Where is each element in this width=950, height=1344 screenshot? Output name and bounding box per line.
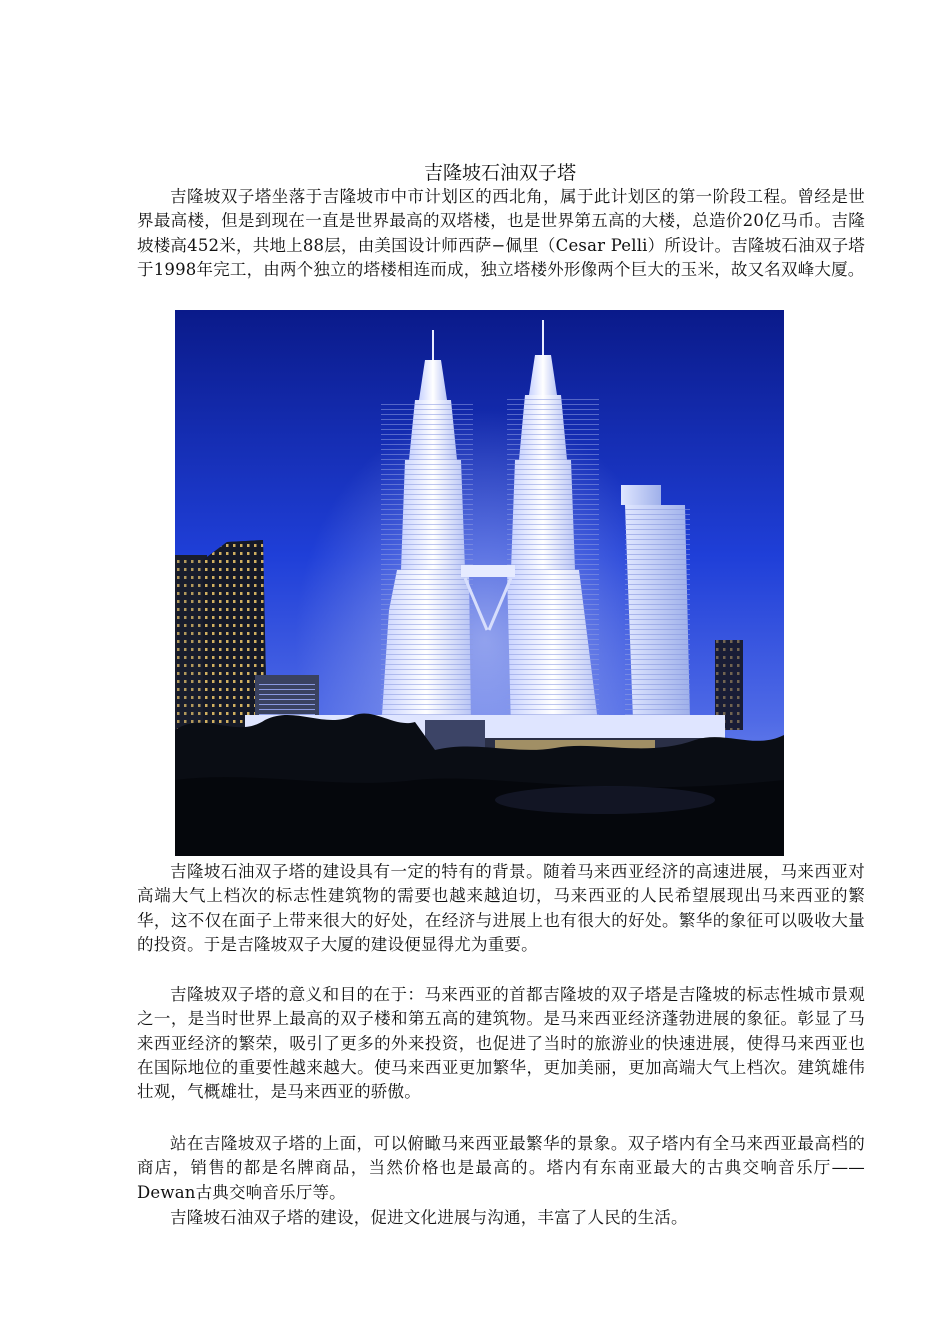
paragraph-view-and-shops: 站在吉隆坡双子塔的上面，可以俯瞰马来西亚最繁华的景象。双子塔内有全马来西亚最高档的商店，销售的都是名牌商品，当然价格也是最高的。塔内有东南亚最大的古典交响音乐厅——Dewan古典交响音乐厅等。 [137,1134,865,1202]
paragraph-conclusion: 吉隆坡石油双子塔的建设，促进文化进展与沟通，丰富了人民的生活。 [170,1208,688,1227]
paragraph-background: 吉隆坡石油双子塔的建设具有一定的特有的背景。随着马来西亚经济的高速进展，马来西亚对高端大气上档次的标志性建筑物的需要也越来越迫切，马来西亚的人民希望展现出马来西亚的繁华，这不仅在面子上带来很大的好处，在经济与进展上也有很大的好处。繁华的象征可以吸收大量的投资。于是吉隆坡双子大厦的建设便显得尤为重要。 [137,862,865,954]
document-title: 吉隆坡石油双子塔 [423,162,576,184]
paragraph-intro: 吉隆坡双子塔坐落于吉隆坡市中市计划区的西北角，属于此计划区的第一阶段工程。曾经是世界最高楼，但是到现在一直是世界最高的双塔楼，也是世界第五高的大楼，总造价20亿马币。吉隆坡楼高452米，共地上88层，由美国设计师西萨−佩里（Cesar Pelli）所设计。吉隆坡石油双子塔于1998年完工，由两个独立的塔楼相连而成，独立塔楼外形像两个巨大的玉米，故又名双峰大厦。 [137,187,865,279]
twin-towers-photo [175,310,784,856]
tower-third [621,485,690,720]
paragraph-significance: 吉隆坡双子塔的意义和目的在于：马来西亚的首都吉隆坡的双子塔是吉隆坡的标志性城市景观之一，是当时世界上最高的双子楼和第五高的建筑物。是马来西亚经济蓬勃进展的象征。彰显了马来西亚经济的繁荣，吸引了更多的外来投资，也促进了当时的旅游业的快速进展，使得马来西亚也在国际地位的重要性越来越大。使马来西亚更加繁华，更加美丽，更加高端大气上档次。建筑雄伟壮观，气概雄壮，是马来西亚的骄傲。 [137,985,865,1102]
